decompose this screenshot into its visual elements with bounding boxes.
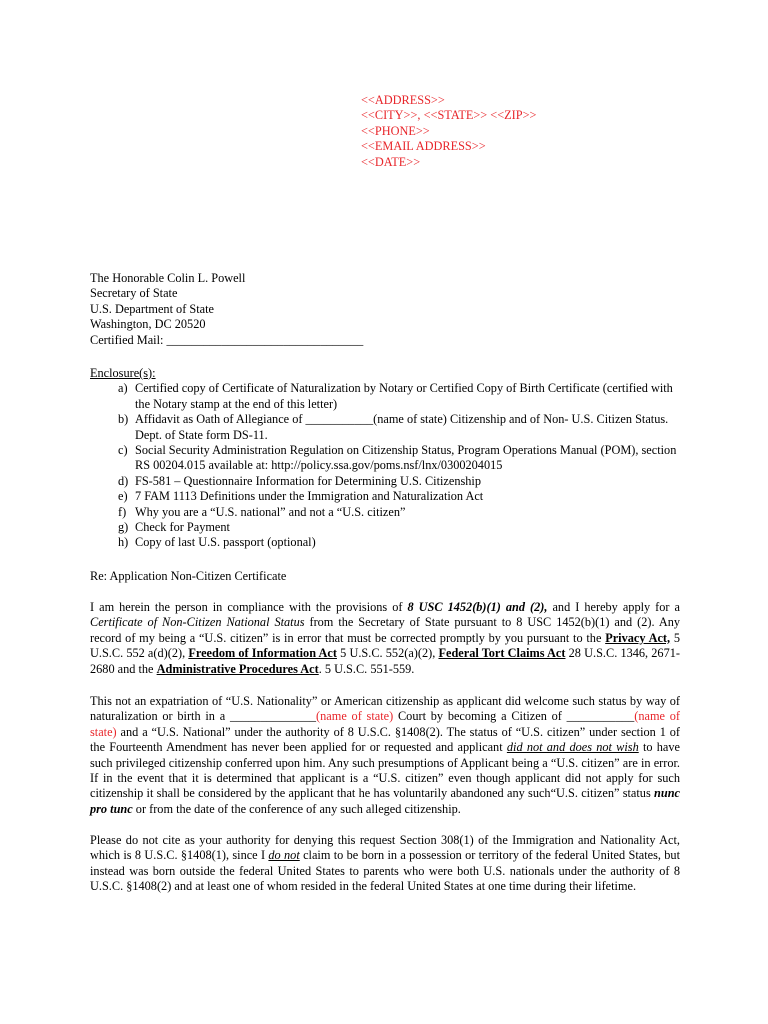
certified-mail-line: Certified Mail: ________________________________ xyxy=(90,332,364,347)
enclosure-text: 7 FAM 1113 Definitions under the Immigration and Naturalization Act xyxy=(135,489,484,504)
state-placeholder-1: (name of state) xyxy=(316,709,394,724)
p2-text-5: or from the date of the conference of any such alleged citizenship. xyxy=(132,801,461,816)
paragraph-nationality xyxy=(90,694,680,817)
certificate-name: Certificate of Non-Citizen National Status xyxy=(90,615,305,630)
enclosure-letter: d) xyxy=(118,473,129,488)
enclosure-text: Copy of last U.S. passport (optional) xyxy=(135,535,316,550)
enclosure-letter: h) xyxy=(118,535,129,550)
sender-block xyxy=(361,93,536,170)
p1-text-6: 28 U.S.C. 1346, 2671-2680 and the xyxy=(90,646,680,676)
statute-citation: 8 USC 1452(b)(1) and (2), xyxy=(407,600,548,614)
p2-text-1: This not an expatriation of “U.S. Nationality” or American citizenship as applicant did welcome such status by way of naturalization or birth in a ______________ xyxy=(90,694,680,724)
privacy-act: Privacy Act, xyxy=(605,630,671,645)
sender-email: <<EMAIL ADDRESS>> xyxy=(361,139,486,154)
enclosure-item xyxy=(118,474,690,489)
sender-address: <<ADDRESS>> xyxy=(361,93,445,107)
enclosure-letter: c) xyxy=(118,443,128,458)
enclosure-text: Certified copy of Certificate of Naturalization by Notary or Certified Copy of Birth Certificate (certified with the Notary stamp at the end of this letter) xyxy=(135,381,673,411)
p3-text-2: claim to be born in a possession or territory of the federal United States, but instead was born outside the federal United States to parents who were both U.S. nationals under the authority of 8 U.S.C. §1408(2) and at least one of whom resided in the federal United States at one time during their lifetime. xyxy=(90,848,680,894)
state-placeholder-2: (name of state) xyxy=(90,709,681,739)
did-not-wish-emphasis: did not and does not wish xyxy=(506,740,639,755)
enclosure-text: Social Security Administration Regulation on Citizenship Status, Program Operations Manual (POM), section RS 00204.015 available at: http://policy.ssa.gov/poms.nsf/lnx/0300204015 xyxy=(135,443,677,473)
enclosures-section xyxy=(90,366,690,551)
p1-text-3: from the Secretary of State pursuant to 8 USC 1452(b)(1) and (2). Any record of my being a “U.S. citizen” is in error that must be corrected promptly by you pursuant to the xyxy=(90,615,680,645)
paragraph-section-308 xyxy=(90,833,680,895)
p1-text-1: I am herein the person in compliance with the provisions of xyxy=(90,600,408,614)
recipient-city: Washington, DC 20520 xyxy=(90,317,206,332)
enclosure-item xyxy=(118,381,690,412)
foia: Freedom of Information Act xyxy=(188,646,337,661)
enclosures-list xyxy=(118,381,690,550)
p2-text-3: and a “U.S. National” under the authority of 8 U.S.C. §1408(2). The status of “U.S. citizen” under section 1 of the Fourteenth Amendment has never been applied for or requested and applicant xyxy=(90,724,680,755)
paragraph-application xyxy=(90,600,680,677)
enclosure-item xyxy=(118,489,690,504)
enclosure-letter: f) xyxy=(118,504,127,519)
sender-phone: <<PHONE>> xyxy=(361,123,430,138)
p2-text-4: to have such privileged citizenship conferred upon him. Any such presumptions of Applicant being a “U.S. citizen” are in error. If in the event that it is determined that applicant is a “U.S. citizen” even though applicant did not apply for such citizenship it shall be considered by the applicant that he has voluntarily abandoned any such“U.S. citizen” status xyxy=(90,740,680,801)
enclosure-letter: a) xyxy=(118,381,128,396)
letter-date: <<DATE>> xyxy=(361,154,421,169)
enclosure-letter: e) xyxy=(118,489,128,504)
enclosure-item xyxy=(118,535,690,550)
enclosures-heading: Enclosure(s): xyxy=(90,366,156,380)
re-line: Re: Application Non-Citizen Certificate xyxy=(90,569,287,583)
recipient-block xyxy=(90,271,363,348)
enclosure-item xyxy=(118,412,690,443)
enclosure-letter: b) xyxy=(118,412,129,427)
recipient-name: The Honorable Colin L. Powell xyxy=(90,271,246,285)
p1-text-2: and I hereby apply for a xyxy=(547,600,680,614)
enclosure-item xyxy=(118,520,690,535)
federal-tort-claims-act: Federal Tort Claims Act xyxy=(438,646,566,661)
do-not-emphasis: do not xyxy=(268,848,300,863)
enclosure-item xyxy=(118,505,690,520)
p1-text-5: 5 U.S.C. 552(a)(2), xyxy=(336,646,439,661)
enclosure-text: FS-581 – Questionnaire Information for Determining U.S. Citizenship xyxy=(135,473,481,488)
enclosure-text: Why you are a “U.S. national” and not a “U.S. citizen” xyxy=(135,504,406,519)
p2-text-2: Court by becoming a Citizen of ___________ xyxy=(393,709,635,724)
nunc-pro-tunc: nunc pro tunc xyxy=(90,786,680,816)
p3-text-1: Please do not cite as your authority for denying this request Section 308(1) of the Immigration and Nationality Act, which is 8 U.S.C. §1408(1), since I xyxy=(90,833,680,863)
sender-city-state-zip: <<CITY>>, <<STATE>> <<ZIP>> xyxy=(361,108,537,123)
recipient-department: U.S. Department of State xyxy=(90,301,214,316)
p1-text-4: 5 U.S.C. 552 a(d)(2), xyxy=(90,630,680,661)
administrative-procedures-act: Administrative Procedures Act xyxy=(156,661,319,676)
recipient-title: Secretary of State xyxy=(90,286,178,301)
enclosure-letter: g) xyxy=(118,520,129,535)
enclosure-text: Affidavit as Oath of Allegiance of ___________(name of state) Citizenship and of Non- U.S. Citizen Status. Dept. of State form DS-11. xyxy=(135,412,669,442)
p1-text-7: . 5 U.S.C. 551-559. xyxy=(318,661,415,676)
enclosure-item xyxy=(118,443,690,474)
enclosure-text: Check for Payment xyxy=(135,520,230,535)
